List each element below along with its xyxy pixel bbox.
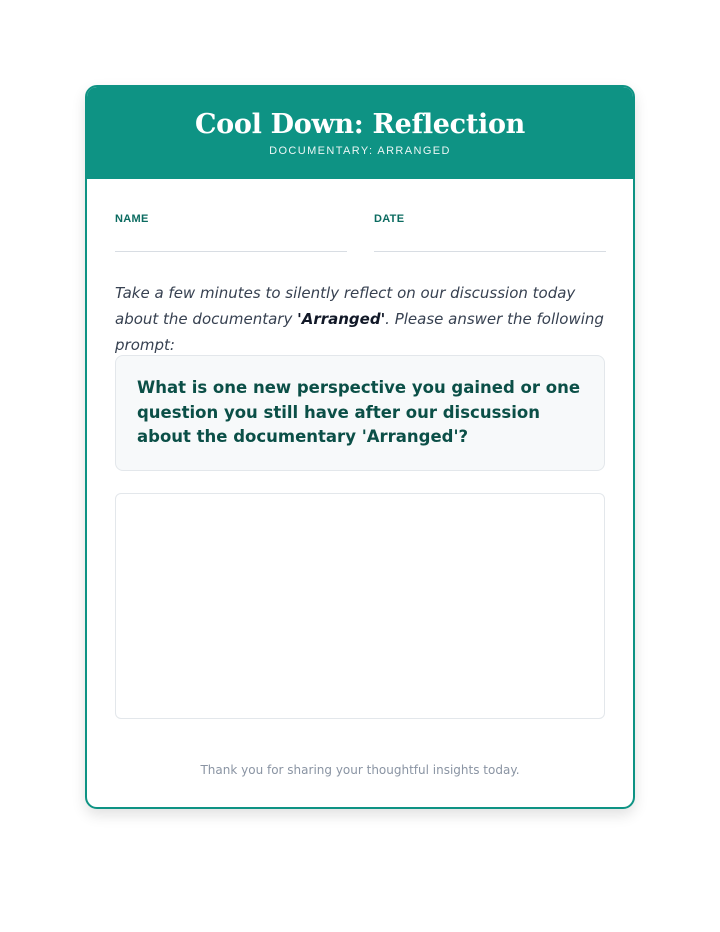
footer-note: Thank you for sharing your thoughtful insights today.: [200, 763, 520, 777]
card-header: [87, 87, 633, 179]
name-input-line[interactable]: [115, 251, 347, 252]
instructions-text: [115, 280, 607, 358]
instructions-after: . Please answer the following prompt:: [115, 310, 604, 354]
reflection-card: [85, 85, 635, 809]
instructions-before: Take a few minutes to silently reflect on our discussion today about the documentary: [115, 284, 576, 328]
page-title: Cool Down: Reflection: [194, 109, 525, 140]
date-input-line[interactable]: [374, 251, 606, 252]
answer-area[interactable]: [115, 493, 605, 719]
prompt-question: What is one new perspective you gained or one question you still have after our discussion about the documentary 'Arranged'?: [137, 378, 581, 446]
prompt-box: [115, 355, 605, 471]
date-label: DATE: [374, 213, 405, 225]
date-field[interactable]: [374, 213, 606, 252]
page-subtitle: DOCUMENTARY: ARRANGED: [269, 145, 451, 157]
name-label: NAME: [115, 213, 149, 225]
documentary-title-emphasis: 'Arranged': [297, 310, 386, 328]
name-field[interactable]: [115, 213, 347, 252]
